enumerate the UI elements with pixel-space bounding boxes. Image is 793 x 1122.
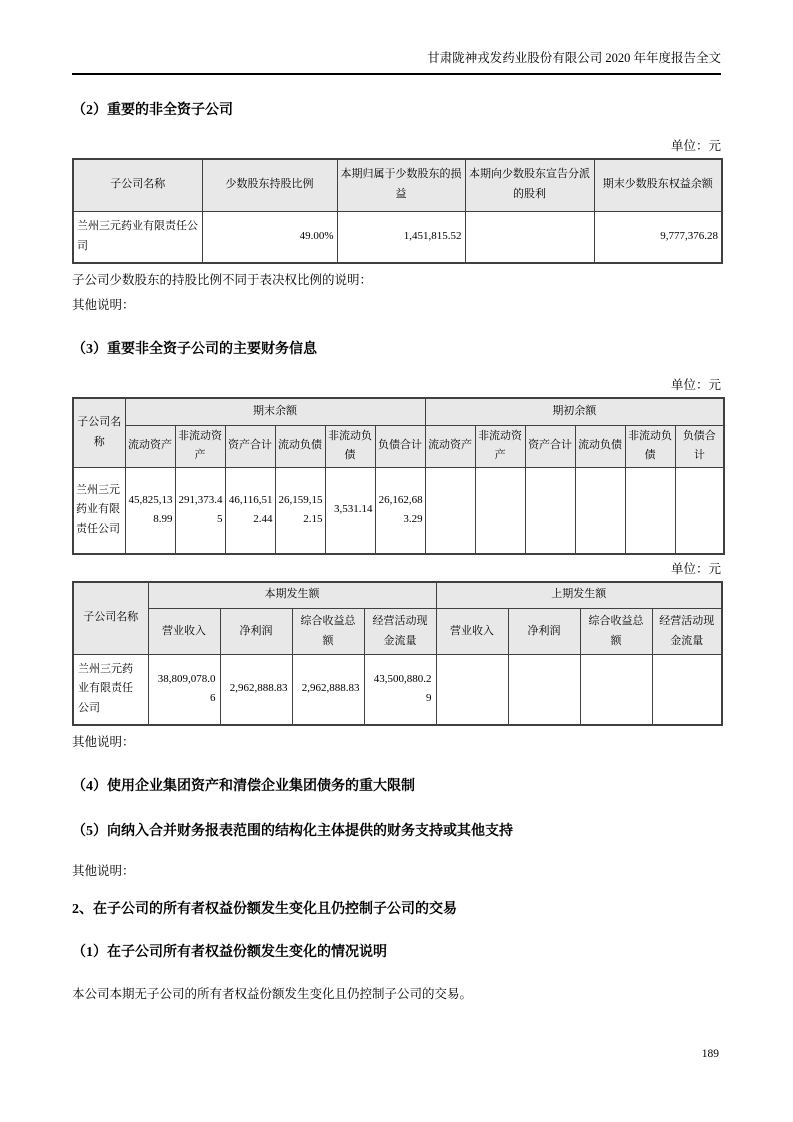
column-header-subsidiary-name: 子公司名称 [73,398,125,468]
column-header-total-comprehensive-income: 综合收益总额 [580,609,652,655]
cell-ending-noncurrent-assets: 291,373.45 [175,468,225,554]
column-header-pl-attributable: 本期归属于少数股东的损益 [337,159,465,211]
cell-ending-current-liabilities: 26,159,152.15 [275,468,325,554]
group-header-prior-period: 上期发生额 [436,582,722,609]
income-table [72,581,723,726]
table-row [73,468,724,554]
column-header-operating-cash-flow: 经营活动现金流量 [652,609,722,655]
group-header-current-period: 本期发生额 [148,582,436,609]
table-row [73,211,722,263]
unit-label: 单位：元 [670,561,721,576]
note-other: 其他说明： [72,863,135,878]
group-header-beginning-balance: 期初余额 [425,398,724,425]
group-header-ending-balance: 期末余额 [125,398,425,425]
column-header-operating-revenue: 营业收入 [148,609,220,655]
cell-prior-operating-cash-flow [652,655,722,725]
heading-topic-2: 2、在子公司的所有者权益份额发生变化且仍控制子公司的交易 [72,901,457,917]
column-header-noncurrent-assets: 非流动资产 [475,425,525,468]
cell-current-comprehensive-income: 2,962,888.83 [292,655,364,725]
cell-prior-comprehensive-income [580,655,652,725]
note-other: 其他说明： [72,734,135,749]
unit-label: 单位：元 [670,378,721,392]
cell-subsidiary-name: 兰州三元药业有限责任公司 [73,468,125,554]
document-header: 甘肃陇神戎发药业股份有限公司 2020 年年度报告全文 [72,50,721,75]
cell-current-operating-cash-flow: 43,500,880.29 [364,655,436,725]
heading-section-2: （2）重要的非全资子公司 [72,103,233,118]
cell-beginning-noncurrent-liabilities [625,468,675,554]
cell-beginning-total-liabilities [675,468,724,554]
note-voting-ratio: 子公司少数股东的持股比例不同于表决权比例的说明： [72,273,373,287]
column-header-ending-minority-equity: 期末少数股东权益余额 [594,159,722,211]
column-header-noncurrent-liabilities: 非流动负债 [625,425,675,468]
column-header-current-assets: 流动资产 [125,425,175,468]
cell-subsidiary-name: 兰州三元药业有限责任公司 [73,655,148,725]
column-header-noncurrent-liabilities: 非流动负债 [325,425,375,468]
cell-current-operating-revenue: 38,809,078.06 [148,655,220,725]
heading-section-5: （5）向纳入合并财务报表范围的结构化主体提供的财务支持或其他支持 [72,823,513,839]
cell-beginning-current-liabilities [575,468,625,554]
table-row [73,655,722,725]
cell-prior-net-profit [508,655,580,725]
cell-pl-attributable: 1,451,815.52 [337,211,465,263]
column-header-net-profit: 净利润 [220,609,292,655]
column-header-current-liabilities: 流动负债 [575,425,625,468]
cell-ending-current-assets: 45,825,138.99 [125,468,175,554]
column-header-noncurrent-assets: 非流动资产 [175,425,225,468]
heading-topic-2-sub-1: （1）在子公司所有者权益份额发生变化的情况说明 [72,944,387,960]
column-header-total-comprehensive-income: 综合收益总额 [292,609,364,655]
page-number: 189 [701,1048,719,1060]
cell-dividends-declared [465,211,594,263]
column-header-total-liabilities: 负债合计 [375,425,425,468]
cell-beginning-current-assets [425,468,475,554]
cell-subsidiary-name: 兰州三元药业有限责任公司 [73,211,202,263]
cell-ending-total-liabilities: 26,162,683.29 [375,468,425,554]
minority-subsidiary-table [72,158,723,264]
column-header-dividends-declared: 本期向少数股东宣告分派的股利 [465,159,594,211]
column-header-total-assets: 资产合计 [525,425,575,468]
cell-prior-operating-revenue [436,655,508,725]
cell-minority-ratio: 49.00% [202,211,337,263]
heading-section-3: （3）重要非全资子公司的主要财务信息 [72,342,317,357]
cell-current-net-profit: 2,962,888.83 [220,655,292,725]
column-header-operating-revenue: 营业收入 [436,609,508,655]
cell-beginning-noncurrent-assets [475,468,525,554]
cell-ending-noncurrent-liabilities: 3,531.14 [325,468,375,554]
column-header-subsidiary-name: 子公司名称 [73,582,148,655]
unit-label: 单位：元 [670,139,721,153]
balance-table [72,397,725,555]
cell-ending-total-assets: 46,116,512.44 [225,468,275,554]
note-other: 其他说明： [72,298,135,312]
column-header-total-assets: 资产合计 [225,425,275,468]
column-header-minority-ratio: 少数股东持股比例 [202,159,337,211]
heading-section-4: （4）使用企业集团资产和清偿企业集团债务的重大限制 [72,778,415,794]
column-header-net-profit: 净利润 [508,609,580,655]
body-paragraph: 本公司本期无子公司的所有者权益份额发生变化且仍控制子公司的交易。 [72,986,473,1001]
column-header-current-liabilities: 流动负债 [275,425,325,468]
cell-beginning-total-assets [525,468,575,554]
column-header-subsidiary-name: 子公司名称 [73,159,202,211]
column-header-total-liabilities: 负债合计 [675,425,724,468]
column-header-operating-cash-flow: 经营活动现金流量 [364,609,436,655]
column-header-current-assets: 流动资产 [425,425,475,468]
cell-ending-minority-equity: 9,777,376.28 [594,211,722,263]
